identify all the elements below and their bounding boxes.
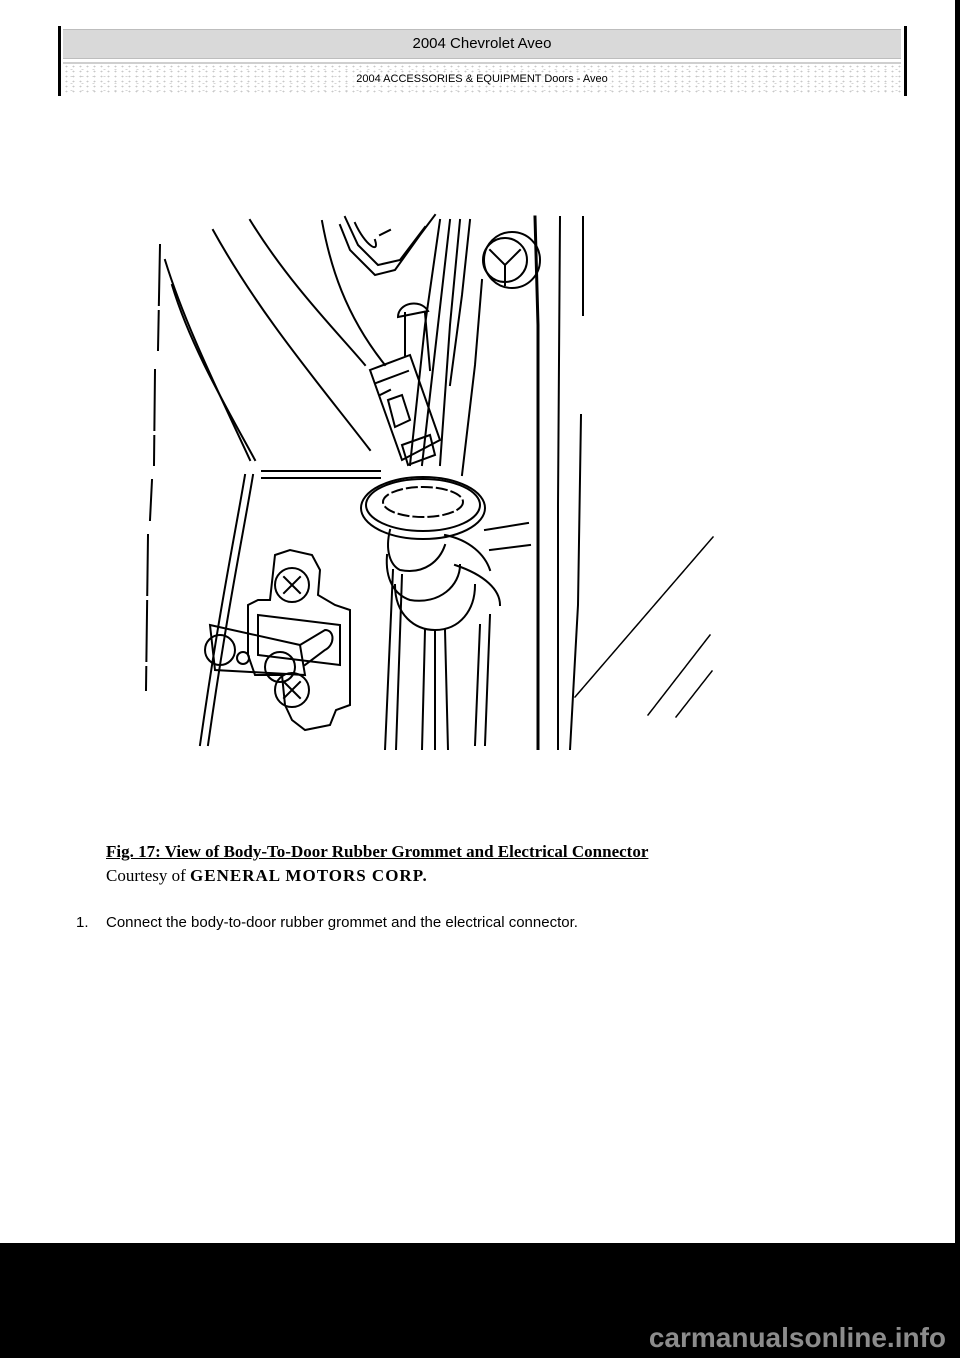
- header-right-rule: [904, 26, 907, 96]
- figure-caption: [106, 840, 846, 888]
- figure-credit-org: GENERAL MOTORS CORP.: [190, 866, 428, 885]
- procedure-step: [76, 912, 876, 934]
- figure-title: Fig. 17: View of Body-To-Door Rubber Grommet and Electrical Connector: [106, 842, 649, 861]
- figure-credit-prefix: Courtesy of: [106, 866, 191, 885]
- document-subtitle-text: 2004 ACCESSORIES & EQUIPMENT Doors - Aveo: [352, 73, 611, 85]
- step-number: 1.: [76, 914, 89, 931]
- site-watermark: carmanualsonline.info: [648, 1322, 946, 1353]
- grommet-connector-illustration: [140, 205, 760, 750]
- document-title: 2004 Chevrolet Aveo: [63, 29, 901, 59]
- figure-credit: [106, 864, 846, 888]
- header-left-rule: [58, 26, 61, 96]
- step-text: Connect the body-to-door rubber grommet and the electrical connector.: [106, 914, 578, 931]
- document-subtitle: [63, 62, 901, 94]
